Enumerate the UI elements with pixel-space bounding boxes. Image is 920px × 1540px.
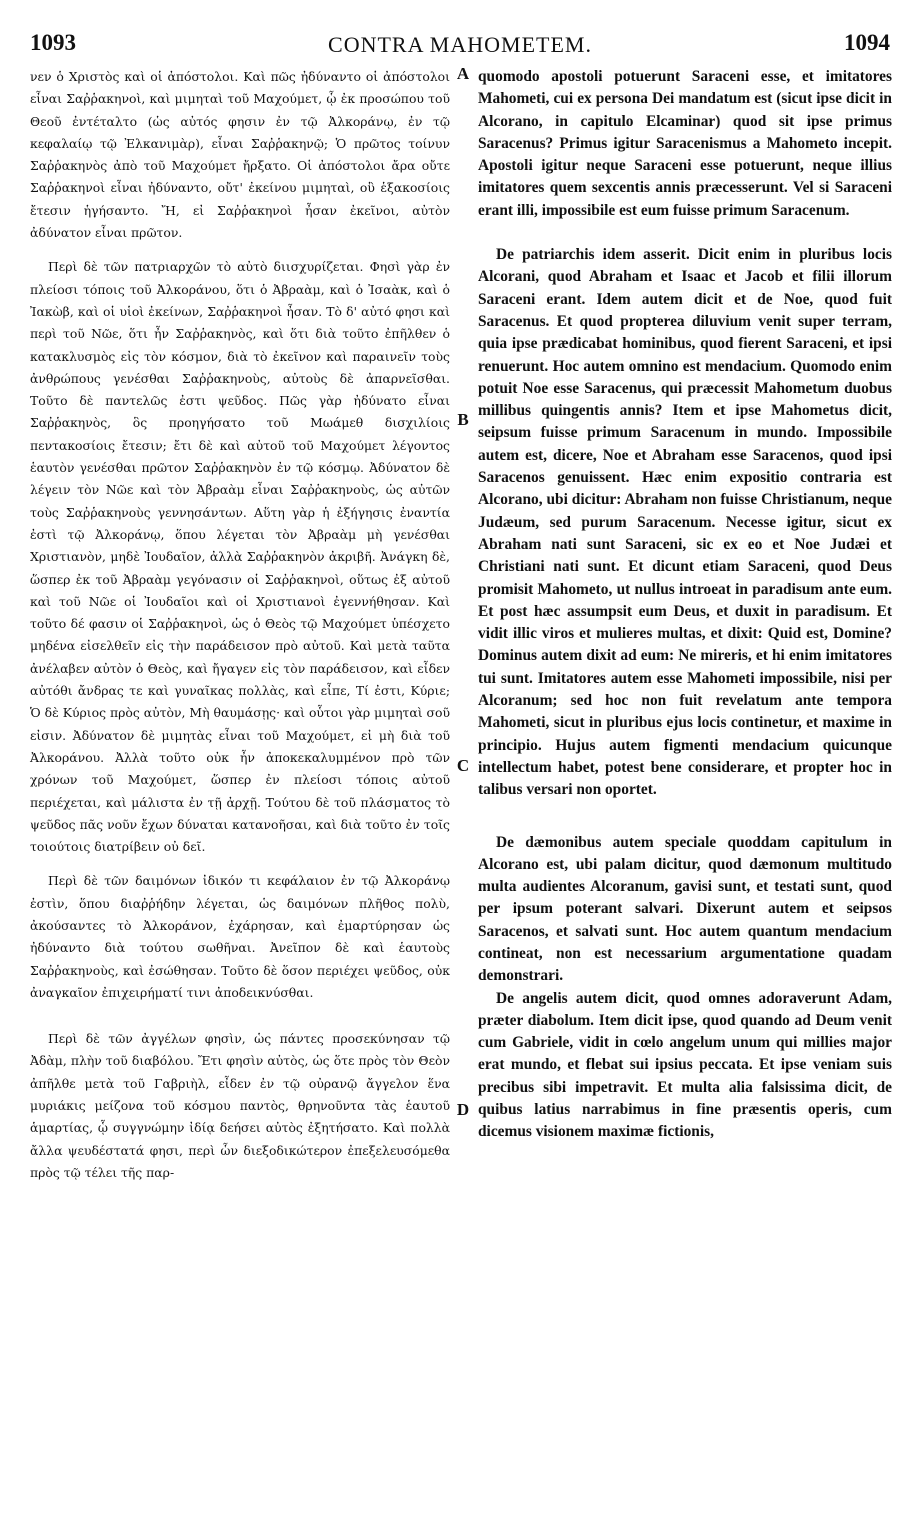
greek-paragraph-demons: Περὶ δὲ τῶν δαιμόνων ἰδικόν τι κεφάλαιον ἐν τῷ Ἀλκοράνῳ ἐστὶν, ὅπου διαῤῥήδην λέγεται, ὡς δαιμόνων πλῆθος πολὺ, ἀκούσαντες τὸ Ἀλκοράνον, ἐχάρησαν, καὶ ἐμαρτύρησαν ὡς ἠδύναντο διὰ τούτου σωθῆναι. Ἀνεῖπον δὲ καὶ ἑαυτοὺς Σαῤῥακηνοὺς, καὶ ἐσώθησαν. Τοῦτο δὲ ὅσον περιέχει ψεῦδος, οὐκ ἀναγκαῖον ἐπιχειρήματί τινι ἀποδεικνύσθαι. — [30, 873, 450, 1000]
page-header — [30, 30, 890, 60]
margin-marker-c: C — [456, 756, 470, 775]
latin-paragraph-apostles: quomodo apostoli potuerunt Saraceni esse, et imitatores Mahometi, cui ex persona Dei mandatum est (sicut ipse dicit in Alcorano, in capitulo Elcaminar) quod sit ipse primus Saracenus? Primus igitur Saracenismus a Mahometo incepit. Apostoli igitur neque Saraceni esse potuerunt, neque illius imitatores quem sexcentis annis præcesserunt. Vel si Saraceni erant illi, impossibile est eum fuisse primum Saracenum. — [478, 68, 892, 219]
greek-text-column — [30, 66, 450, 1184]
latin-paragraph-patriarchs: De patriarchis idem asserit. Dicit enim in pluribus locis Alcorani, quod Abraham et Isaac et Jacob et filii illorum Saraceni erant. Idem autem dicit et de Noe, quod fuit Saracenus. Et quod propterea diluvium venit super terram, quia ipse prædicabat hominibus, quod fierent Saraceni, et ipsi renuerunt. Hoc autem omnino est mendacium. Quomodo enim potuit Noe esse Saracenus, qui præcessit Mahometum duobus millibus quingentis annis? Item et ipse Mahometus dicit, seipsum fuisse primum Saracenum in mundo. Impossibile autem est, dicere, Noe et Abraham esse Saracenos, quod ipsi Saracenos genuissent. Hæc enim expositio contraria est Alcorano, ubi dicitur: Abraham non fuisse Christianum, neque Judæum, sed purum Saracenum. Necesse igitur, sicut ex Abraham nati sunt Saraceni, sic ex eo et Noe Judæi et Christiani nati sunt. Et dicunt etiam Saraceni, quod Deus promisit Mahometo, ut nullus introeat in paradisum ante eum. Et post hæc assumpsit eum Deus, et duxit in paradisum. Et vidit illic viros et mulieres multas, et dixit: Quid est, Domine? Dominus autem dixit ad eum: Ne mireris, et hi enim imitatores tui sunt. Imitatores autem esse Mahometi impossibile, nisi per Alcoranum; sed hoc non fuit revelatum ante tempora Mahometi, sicut in pluribus ejus locis continetur, et maxime in principio. Hujus autem figmenti mendacium quicunque intellectum habet, potest bene considerare, et propter hoc in talibus versari non oportet. — [478, 246, 892, 799]
greek-paragraph-patriarchs: Περὶ δὲ τῶν πατριαρχῶν τὸ αὐτὸ διισχυρίζεται. Φησὶ γὰρ ἐν πλείοσι τόποις τοῦ Ἀλκοράνου, ὅτι ὁ Ἀβραὰμ, καὶ ὁ Ἰσαὰκ, καὶ ὁ Ἰακὼβ, καὶ οἱ υἱοὶ ἐκείνων, Σαῤῥακηνοὶ ἦσαν. Τὸ δ' αὐτό φησι καὶ περὶ τοῦ Νῶε, ὅτι ἦν Σαῤῥακηνὸς, καὶ ὅτι διὰ τοῦτο ἐπῆλθεν ὁ κατακλυσμὸς εἰς τὸν κόσμον, διὰ τὸ ἐκεῖνον καὶ παραινεῖν τοὺς ἀνθρώπους γενέσθαι Σαῤῥακηνοὺς, αὐτοὺς δὲ ἀπαρνεῖσθαι. Τοῦτο δὲ παντελῶς ἐστι ψεῦδος. Πῶς γὰρ ἠδύνατο εἶναι Σαῤῥακηνὸς, ὃς προηγήσατο τοῦ Μωάμεθ δισχιλίοις πεντακοσίοις ἔτεσιν; ἔτι δὲ καὶ αὐτοῦ τοῦ Μαχούμετ λέγοντος ἑαυτὸν γενέσθαι πρῶτον Σαῤῥακηνὸν ἐν τῷ κόσμῳ. Ἀδύνατον δὲ λέγειν τὸν Νῶε καὶ τὸν Ἀβραὰμ εἶναι Σαῤῥακηνοὺς, ὡς αὐτῶν τοὺς Σαῤῥακηνοὺς γεννησάντων. Αὕτη γὰρ ἡ ἐξήγησις ἐναντία ἐστὶ τῷ Ἀλκοράνῳ, ὅπου λέγεται τὸν Ἀβραὰμ μὴ γενέσθαι Χριστιανὸν, μηδὲ Ἰουδαῖον, ἀλλὰ Σαῤῥακηνὸν ἀκριβῆ. Ἀνάγκη δὲ, ὥσπερ ἐκ τοῦ Ἀβραὰμ γεγόνασιν οἱ Σαῤῥακηνοὶ, οὕτως ἐξ αὐτοῦ καὶ τοῦ Νῶε οἱ Ἰουδαῖοι καὶ οἱ Χριστιανοὶ ἐγεννήθησαν. Καὶ τοῦτο δέ φασιν οἱ Σαῤῥακηνοὶ, ὡς ὁ Θεὸς τῷ Μαχούμετ ὑπέσχετο μηδένα εἰσελθεῖν εἰς τὴν παράδεισον πρὸ αὐτοῦ. Καὶ μετὰ ταῦτα ἀνέλαβεν αὐτὸν ὁ Θεὸς, καὶ ἤγαγεν εἰς τὸν παράδεισον, καὶ εἶδεν αὐτόθι ἄνδρας τε καὶ γυναῖκας πολλὰς, καὶ εἶπε, Τί ἐστι, Κύριε; Ὁ δὲ Κύριος πρὸς αὐτὸν, Μὴ θαυμάσῃς· καὶ οὗτοι γὰρ μιμηταὶ σοῦ εἰσιν. Ἀδύνατον δὲ μιμητὰς εἶναι τοῦ Μαχούμετ, εἰ μὴ διὰ τοῦ Ἀλκοράνου. Ἀλλὰ τοῦτο οὐκ ἦν ἀποκεκαλυμμένον πρὸ τῶν χρόνων τοῦ Μαχούμετ, ὥσπερ ἐν πλείοσι τόποις αὐτοῦ περιέχεται, καὶ μάλιστα ἐν τῇ ἀρχῇ. Τούτου δὲ τοῦ πλάσματος τὸ ψεῦδος πᾶς νοῦν ἔχων δύναται κατανοῆσαι, καὶ διὰ τοῦτο ἐν τοῖς τοιούτοις διατρίβειν οὐ δεῖ. — [30, 259, 450, 855]
right-page-number: 1094 — [844, 30, 890, 55]
margin-marker-a: A — [456, 64, 470, 83]
margin-marker-b: B — [457, 410, 469, 429]
latin-paragraph-demons: De dæmonibus autem speciale quoddam capitulum in Alcorano est, ubi palam dicitur, quod dæmonum multitudo multa audientes Alcoranum, gavisi sunt, et testati sunt, quod per ipsum poterant salvari. Dixerunt autem et seipsos Saracenos, et salvati sunt. Hoc autem quantum mendacium contineat, non est necessarium argumentatione quadam demonstrari. — [478, 833, 892, 985]
left-page-number: 1093 — [30, 30, 76, 55]
greek-paragraph-apostles: νεν ὁ Χριστὸς καὶ οἱ ἀπόστολοι. Καὶ πῶς ἠδύναντο οἱ ἀπόστολοι εἶναι Σαῤῥακηνοὶ, καὶ μιμηταὶ τοῦ Μαχούμετ, ᾧ ἐκ προσώπου τοῦ Θεοῦ ἐντέταλτο (ὡς αὐτός φησιν ἐν τῷ Ἀλκοράνῳ, ἐν τῷ κεφαλαίῳ τῷ Ἐλκανιμὰρ), εἶναι Σαῤῥακηνῷ; Ὁ πρῶτος τοίνυν Σαῤῥακηνὸς ἀπὸ τοῦ Μαχούμετ ἤρξατο. Οἱ ἀπόστολοι ἄρα οὔτε Σαῤῥακηνοὶ εἶναι ἠδύναντο, οὔτ' ἐκείνου μιμηταὶ, οὓ ἑξακοσίοις ἔτεσιν ἡγήσαντο. Ἤ, εἰ Σαῤῥακηνοὶ ἦσαν ἐκεῖνοι, αὐτὸν ἀδύνατον εἶναι πρῶτον. — [30, 69, 450, 241]
latin-text-column — [478, 66, 892, 1144]
greek-paragraph-angels: Περὶ δὲ τῶν ἀγγέλων φησὶν, ὡς πάντες προσεκύνησαν τῷ Ἀδὰμ, πλὴν τοῦ διαβόλου. Ἔτι φησὶν αὐτὸς, ὡς ὅτε πρὸς τὸν Θεὸν ἀπῆλθε μετὰ τοῦ Γαβριὴλ, εἶδεν ἐν τῷ οὐρανῷ ἄγγελον ἕνα μυριάκις μείζονα τοῦ κόσμου παντὸς, θρηνοῦντα τὰς ἑαυτοῦ ἁμαρτίας, ᾧ συγγνώμην ἰδίᾳ δεήσει αὐτὸς ἐξητήσατο. Καὶ πολλὰ ἄλλα ψευδέστατά φησι, περὶ ὧν διεξοδικώτερον ἐπεξελευσόμεθα πρὸς τῷ τέλει τῆς παρ- — [30, 1031, 450, 1180]
latin-paragraph-angels: De angelis autem dicit, quod omnes adoraverunt Adam, præter diabolum. Item dicit ipse, quod quando ad Deum venit cum Gabriele, vidit in cœlo angelum unum qui millies major erat mundo, et flebat sui ipsius peccata. Et ipse veniam suis precibus sibi impetravit. Et multa alia falsissima dicit, de quibus latius narrabimus in fine præsentis operis, cum dicemus visionem maximæ fictionis, — [478, 989, 892, 1141]
running-title: CONTRA MAHOMETEM. — [328, 32, 592, 57]
margin-marker-d: D — [456, 1100, 470, 1119]
